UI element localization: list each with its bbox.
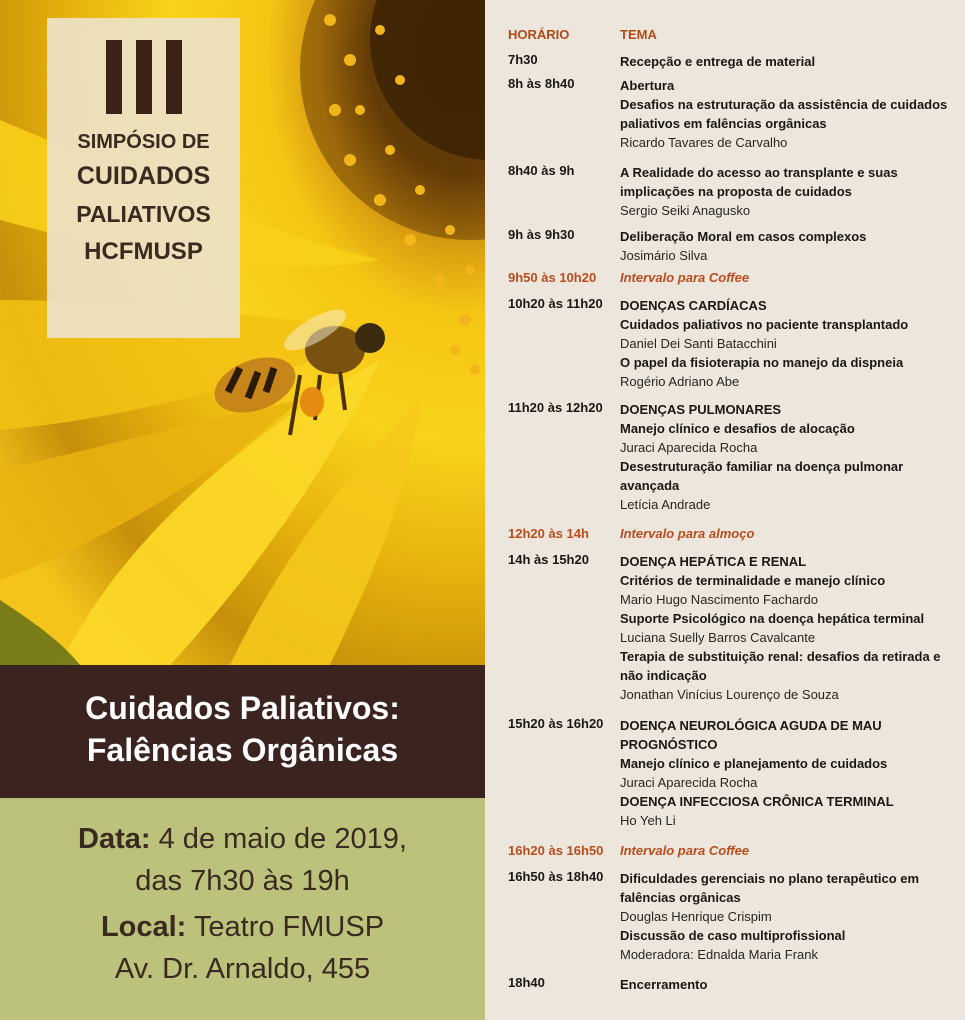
schedule-time: 9h50 às 10h20 bbox=[508, 270, 597, 285]
session-speaker: Mario Hugo Nascimento Fachardo bbox=[620, 592, 818, 607]
title-line-2: CUIDADOS bbox=[76, 162, 211, 190]
time-value: das 7h30 às 19h bbox=[135, 865, 350, 897]
session-speaker: Luciana Suelly Barros Cavalcante bbox=[620, 630, 816, 645]
header-time: HORÁRIO bbox=[508, 27, 570, 42]
session-title: A Realidade do acesso ao transplante e suas implicações na proposta de cuidados bbox=[620, 165, 898, 199]
schedule-topic bbox=[620, 552, 950, 704]
session-title: Dificuldades gerenciais no plano terapêutico em falências orgânicas bbox=[620, 871, 920, 905]
date-value: 4 de maio de 2019, bbox=[158, 823, 407, 855]
sunflower-bee-photo bbox=[0, 0, 485, 665]
title-line-1: SIMPÓSIO DE bbox=[77, 131, 210, 153]
session-title: Desafios na estruturação da assistência de cuidados paliativos em falências orgânicas bbox=[620, 97, 948, 131]
schedule-topic bbox=[620, 227, 950, 265]
title-line-3: PALIATIVOS bbox=[76, 201, 211, 228]
local-line bbox=[0, 906, 485, 948]
schedule-topic bbox=[620, 869, 950, 964]
schedule-topic bbox=[620, 975, 950, 994]
session-title: DOENÇAS PULMONARES bbox=[620, 402, 782, 417]
address: Av. Dr. Arnaldo, 455 bbox=[114, 953, 371, 985]
session-title: Recepção e entrega de material bbox=[620, 54, 816, 69]
session-speaker: Jonathan Vinícius Lourenço de Souza bbox=[620, 687, 839, 702]
date-line bbox=[0, 818, 485, 860]
session-title: Manejo clínico e planejamento de cuidados bbox=[620, 756, 888, 771]
session-title: O papel da fisioterapia no manejo da dispneia bbox=[620, 355, 904, 370]
schedule-time: 7h30 bbox=[508, 52, 538, 67]
session-speaker: Josimário Silva bbox=[620, 248, 708, 263]
schedule-topic: Intervalo para Coffee bbox=[620, 270, 750, 285]
session-title: Abertura bbox=[620, 78, 675, 93]
schedule-time: 9h às 9h30 bbox=[508, 227, 575, 242]
symposium-title-box bbox=[47, 18, 240, 338]
schedule-topic bbox=[620, 400, 950, 514]
local-value: Teatro FMUSP bbox=[193, 911, 385, 943]
session-speaker: Moderadora: Ednalda Maria Frank bbox=[620, 947, 818, 962]
session-title: Cuidados paliativos no paciente transplantado bbox=[620, 317, 909, 332]
session-title: Desestruturação familiar na doença pulmonar avançada bbox=[620, 459, 904, 493]
session-title: Encerramento bbox=[620, 977, 708, 992]
schedule-topic bbox=[620, 76, 950, 152]
session-speaker: Douglas Henrique Crispim bbox=[620, 909, 772, 924]
schedule-time: 16h50 às 18h40 bbox=[508, 869, 604, 884]
roman-numeral bbox=[47, 40, 240, 118]
schedule-topic bbox=[620, 52, 950, 71]
schedule-time: 18h40 bbox=[508, 975, 545, 990]
local-label: Local: bbox=[100, 911, 187, 943]
session-title: DOENÇA INFECCIOSA CRÔNICA TERMINAL bbox=[620, 794, 894, 809]
session-title: DOENÇA HEPÁTICA E RENAL bbox=[620, 554, 807, 569]
session-title: DOENÇA NEUROLÓGICA AGUDA DE MAU PROGNÓSTICO bbox=[620, 718, 882, 752]
schedule-topic bbox=[620, 716, 950, 830]
schedule-panel bbox=[485, 0, 965, 1020]
schedule-time: 8h40 às 9h bbox=[508, 163, 575, 178]
session-speaker: Ho Yeh Li bbox=[620, 813, 676, 828]
session-speaker: Daniel Dei Santi Batacchini bbox=[620, 336, 777, 351]
schedule-time: 12h20 às 14h bbox=[508, 526, 589, 541]
schedule-time: 10h20 às 11h20 bbox=[508, 296, 603, 311]
schedule-time: 16h20 às 16h50 bbox=[508, 843, 604, 858]
title-line-4: HCFMUSP bbox=[84, 238, 203, 265]
schedule-topic: Intervalo para Coffee bbox=[620, 843, 750, 858]
session-title: Discussão de caso multiprofissional bbox=[620, 928, 846, 943]
session-speaker: Rogério Adriano Abe bbox=[620, 374, 740, 389]
schedule-time: 15h20 às 16h20 bbox=[508, 716, 604, 731]
header-topic: TEMA bbox=[620, 27, 657, 42]
schedule-time: 8h às 8h40 bbox=[508, 76, 575, 91]
theme-banner bbox=[0, 665, 485, 798]
schedule-topic: Intervalo para almoço bbox=[620, 526, 755, 541]
schedule-topic bbox=[620, 163, 950, 220]
date-label: Data: bbox=[78, 823, 151, 855]
theme-line-1: Cuidados Paliativos: bbox=[85, 690, 400, 726]
session-speaker: Sergio Seiki Anagusko bbox=[620, 203, 751, 218]
session-title: Deliberação Moral em casos complexos bbox=[620, 229, 867, 244]
session-title: Critérios de terminalidade e manejo clínico bbox=[620, 573, 886, 588]
schedule-time: 14h às 15h20 bbox=[508, 552, 589, 567]
session-title: Terapia de substituição renal: desafios da retirada e não indicação bbox=[620, 649, 941, 683]
event-info bbox=[0, 798, 485, 1020]
session-speaker: Juraci Aparecida Rocha bbox=[620, 775, 758, 790]
schedule-topic bbox=[620, 296, 950, 391]
schedule-time: 11h20 às 12h20 bbox=[508, 400, 603, 415]
session-title: DOENÇAS CARDÍACAS bbox=[620, 298, 767, 313]
session-title: Suporte Psicológico na doença hepática terminal bbox=[620, 611, 925, 626]
session-speaker: Ricardo Tavares de Carvalho bbox=[620, 135, 788, 150]
session-title: Manejo clínico e desafios de alocação bbox=[620, 421, 855, 436]
session-speaker: Letícia Andrade bbox=[620, 497, 711, 512]
session-speaker: Juraci Aparecida Rocha bbox=[620, 440, 758, 455]
theme-line-2: Falências Orgânicas bbox=[86, 732, 399, 768]
